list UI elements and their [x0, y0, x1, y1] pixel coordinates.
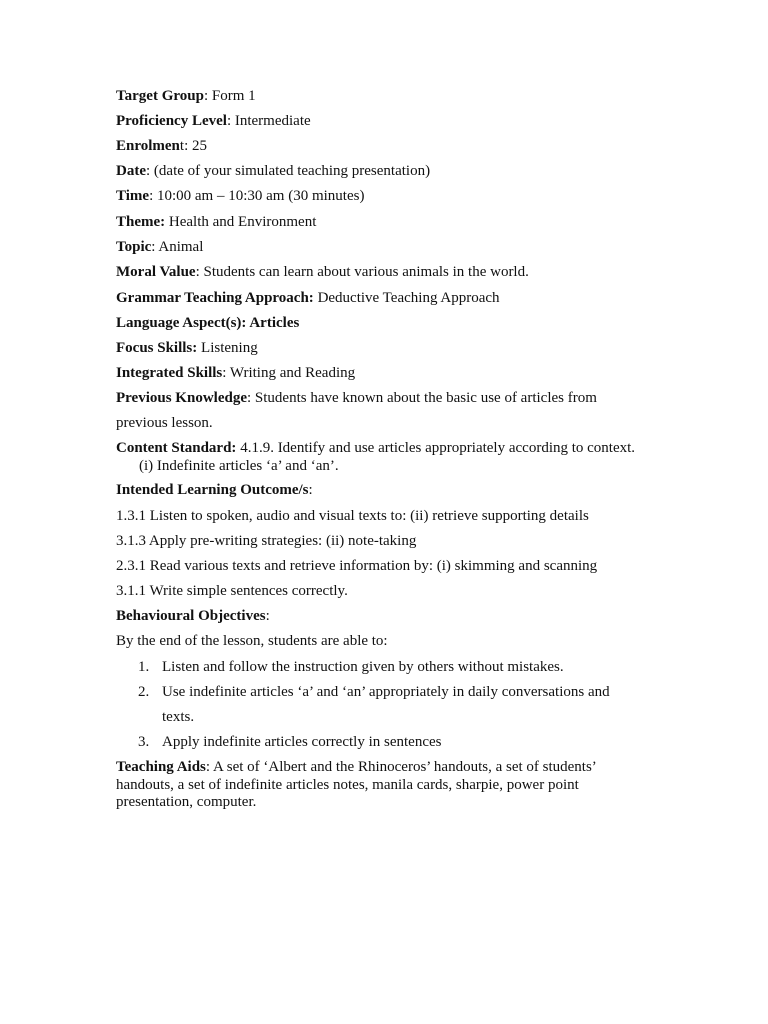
field-moral-value	[116, 263, 529, 281]
field-theme	[116, 213, 316, 231]
field-value: : Students can learn about various animals in the world.	[195, 264, 529, 280]
outcome-item: 2.3.1 Read various texts and retrieve information by: (i) skimming and scanning	[116, 558, 598, 574]
field-value: 4.1.9. Identify and use articles appropriately according to context.	[236, 440, 636, 456]
field-enrolment	[116, 137, 207, 155]
field-value: Health and Environment	[165, 214, 317, 230]
field-label: Enrolmen	[116, 138, 180, 154]
field-label: Content Standard:	[116, 440, 237, 456]
field-date	[116, 162, 430, 180]
field-label: Grammar Teaching Approach:	[116, 290, 314, 306]
field-label: Proficiency Level	[116, 113, 227, 129]
previous-knowledge	[116, 389, 597, 407]
field-grammar-approach	[116, 289, 500, 307]
objectives-intro: By the end of the lesson, students are able to:	[116, 633, 388, 649]
teaching-aids	[116, 758, 597, 776]
objective-text: texts.	[162, 709, 195, 725]
field-label: Moral Value	[116, 264, 196, 280]
objective-text: Use indefinite articles ‘a’ and ‘an’ appropriately in daily conversations and	[162, 684, 610, 700]
intended-outcomes-heading	[116, 481, 313, 499]
field-label: Date	[116, 163, 146, 179]
objective-item	[138, 658, 564, 676]
field-value: : 10:00 am – 10:30 am (30 minutes)	[149, 188, 365, 204]
objective-number: 2.	[138, 684, 150, 700]
objective-text: Listen and follow the instruction given by others without mistakes.	[162, 659, 564, 675]
field-focus-skills	[116, 339, 258, 357]
objective-text: Apply indefinite articles correctly in sentences	[162, 734, 442, 750]
field-value: : Students have known about the basic use of articles from	[246, 390, 597, 406]
field-label: Behavioural Objectives	[116, 608, 266, 624]
objective-number: 1.	[138, 659, 150, 675]
field-value: : Form 1	[203, 88, 256, 104]
field-value: : Animal	[151, 239, 204, 255]
field-label: Integrated Skills	[116, 365, 223, 381]
field-label: Target Group	[116, 88, 204, 104]
outcome-item: 3.1.3 Apply pre-writing strategies: (ii) note-taking	[116, 533, 417, 549]
field-topic	[116, 238, 203, 256]
field-integrated-skills	[116, 364, 355, 382]
objective-number: 3.	[138, 734, 150, 750]
field-value: Deductive Teaching Approach	[313, 290, 500, 306]
field-label: Intended Learning Outcome/s	[116, 482, 309, 498]
field-target-group	[116, 87, 256, 105]
objective-item	[138, 683, 610, 701]
content-standard-subitem: (i) Indefinite articles ‘a’ and ‘an’.	[139, 458, 339, 474]
field-label: Focus Skills:	[116, 340, 198, 356]
content-standard	[116, 439, 635, 457]
field-value: : Writing and Reading	[222, 365, 356, 381]
field-value: : A set of ‘Albert and the Rhinoceros’ handouts, a set of students’	[205, 759, 597, 775]
teaching-aids-continued: presentation, computer.	[116, 794, 257, 810]
field-label: Topic	[116, 239, 152, 255]
field-value: : Intermediate	[226, 113, 311, 129]
field-value: Listening	[197, 340, 258, 356]
outcome-item: 3.1.1 Write simple sentences correctly.	[116, 583, 348, 599]
field-label: Theme:	[116, 214, 166, 230]
teaching-aids-continued: handouts, a set of indefinite articles notes, manila cards, sharpie, power point	[116, 777, 579, 793]
field-language-aspect	[116, 314, 299, 332]
objective-item	[138, 733, 441, 751]
field-label: Teaching Aids	[116, 759, 206, 775]
heading-colon: :	[265, 608, 270, 624]
field-value: : (date of your simulated teaching presentation)	[146, 163, 431, 179]
field-proficiency-level	[116, 112, 311, 130]
objective-item-continued	[138, 708, 194, 726]
heading-colon: :	[308, 482, 313, 498]
outcome-item: 1.3.1 Listen to spoken, audio and visual texts to: (ii) retrieve supporting details	[116, 508, 589, 524]
field-label: Language Aspect(s): Articles	[116, 315, 300, 331]
previous-knowledge-continued: previous lesson.	[116, 415, 213, 431]
field-value: t: 25	[179, 138, 207, 154]
field-label: Previous Knowledge	[116, 390, 247, 406]
field-label: Time	[116, 188, 150, 204]
field-time	[116, 187, 364, 205]
behavioural-objectives-heading	[116, 607, 270, 625]
